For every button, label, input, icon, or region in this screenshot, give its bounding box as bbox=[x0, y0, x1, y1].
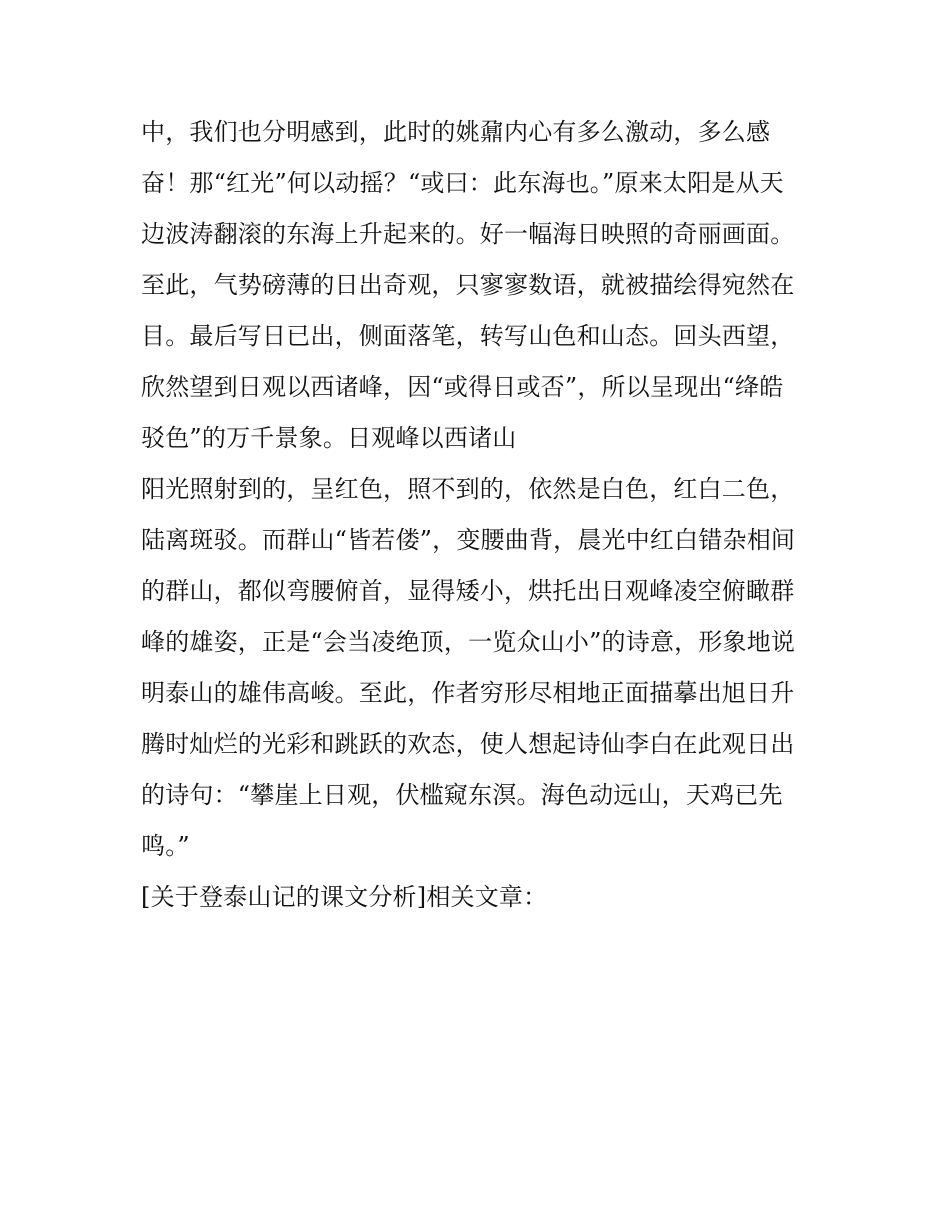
text-line: 奋！那“红光”何以动摇？“或曰：此东海也。”原来太阳是从天 bbox=[141, 169, 784, 197]
text-line: 陆离斑驳。而群山“皆若偻”，变腰曲背，晨光中红白错杂相间 bbox=[141, 526, 796, 554]
body-text bbox=[141, 107, 821, 923]
text-line: 边波涛翻滚的东海上升起来的。好一幅海日映照的奇丽画面。 bbox=[141, 220, 795, 248]
text-line: 鸣。” bbox=[141, 832, 190, 860]
text-line: 至此，气势磅薄的日出奇观，只寥寥数语，就被描绘得宛然在 bbox=[141, 271, 795, 299]
text-line: 峰的雄姿，正是“会当凌绝顶，一览众山小”的诗意，形象地说 bbox=[141, 628, 796, 656]
text-line: 的群山，都似弯腰俯首，显得矮小，烘托出日观峰凌空俯瞰群 bbox=[141, 577, 795, 605]
text-line: 阳光照射到的，呈红色，照不到的，依然是白色，红白二色， bbox=[141, 475, 795, 503]
text-line: 欣然望到日观以西诸峰，因“或得日或否”，所以呈现出“绛皓 bbox=[141, 373, 784, 401]
text-line: 中，我们也分明感到，此时的姚鼐内心有多么激动，多么感 bbox=[141, 118, 771, 146]
text-line: 驳色”的万千景象。日观峰以西诸山 bbox=[141, 424, 517, 452]
text-line: 目。最后写日已出，侧面落笔，转写山色和山态。回头西望， bbox=[141, 322, 795, 350]
text-line: 腾时灿烂的光彩和跳跃的欢态，使人想起诗仙李白在此观日出 bbox=[141, 730, 795, 758]
related-articles-link[interactable]: [关于登泰山记的课文分析]相关文章： bbox=[141, 883, 548, 911]
text-line: 明泰山的雄伟高峻。至此，作者穷形尽相地正面描摹出旭日升 bbox=[141, 679, 795, 707]
text-line: 的诗句：“攀崖上日观，伏槛窥东溟。海色动远山，天鸡已先 bbox=[141, 781, 783, 809]
